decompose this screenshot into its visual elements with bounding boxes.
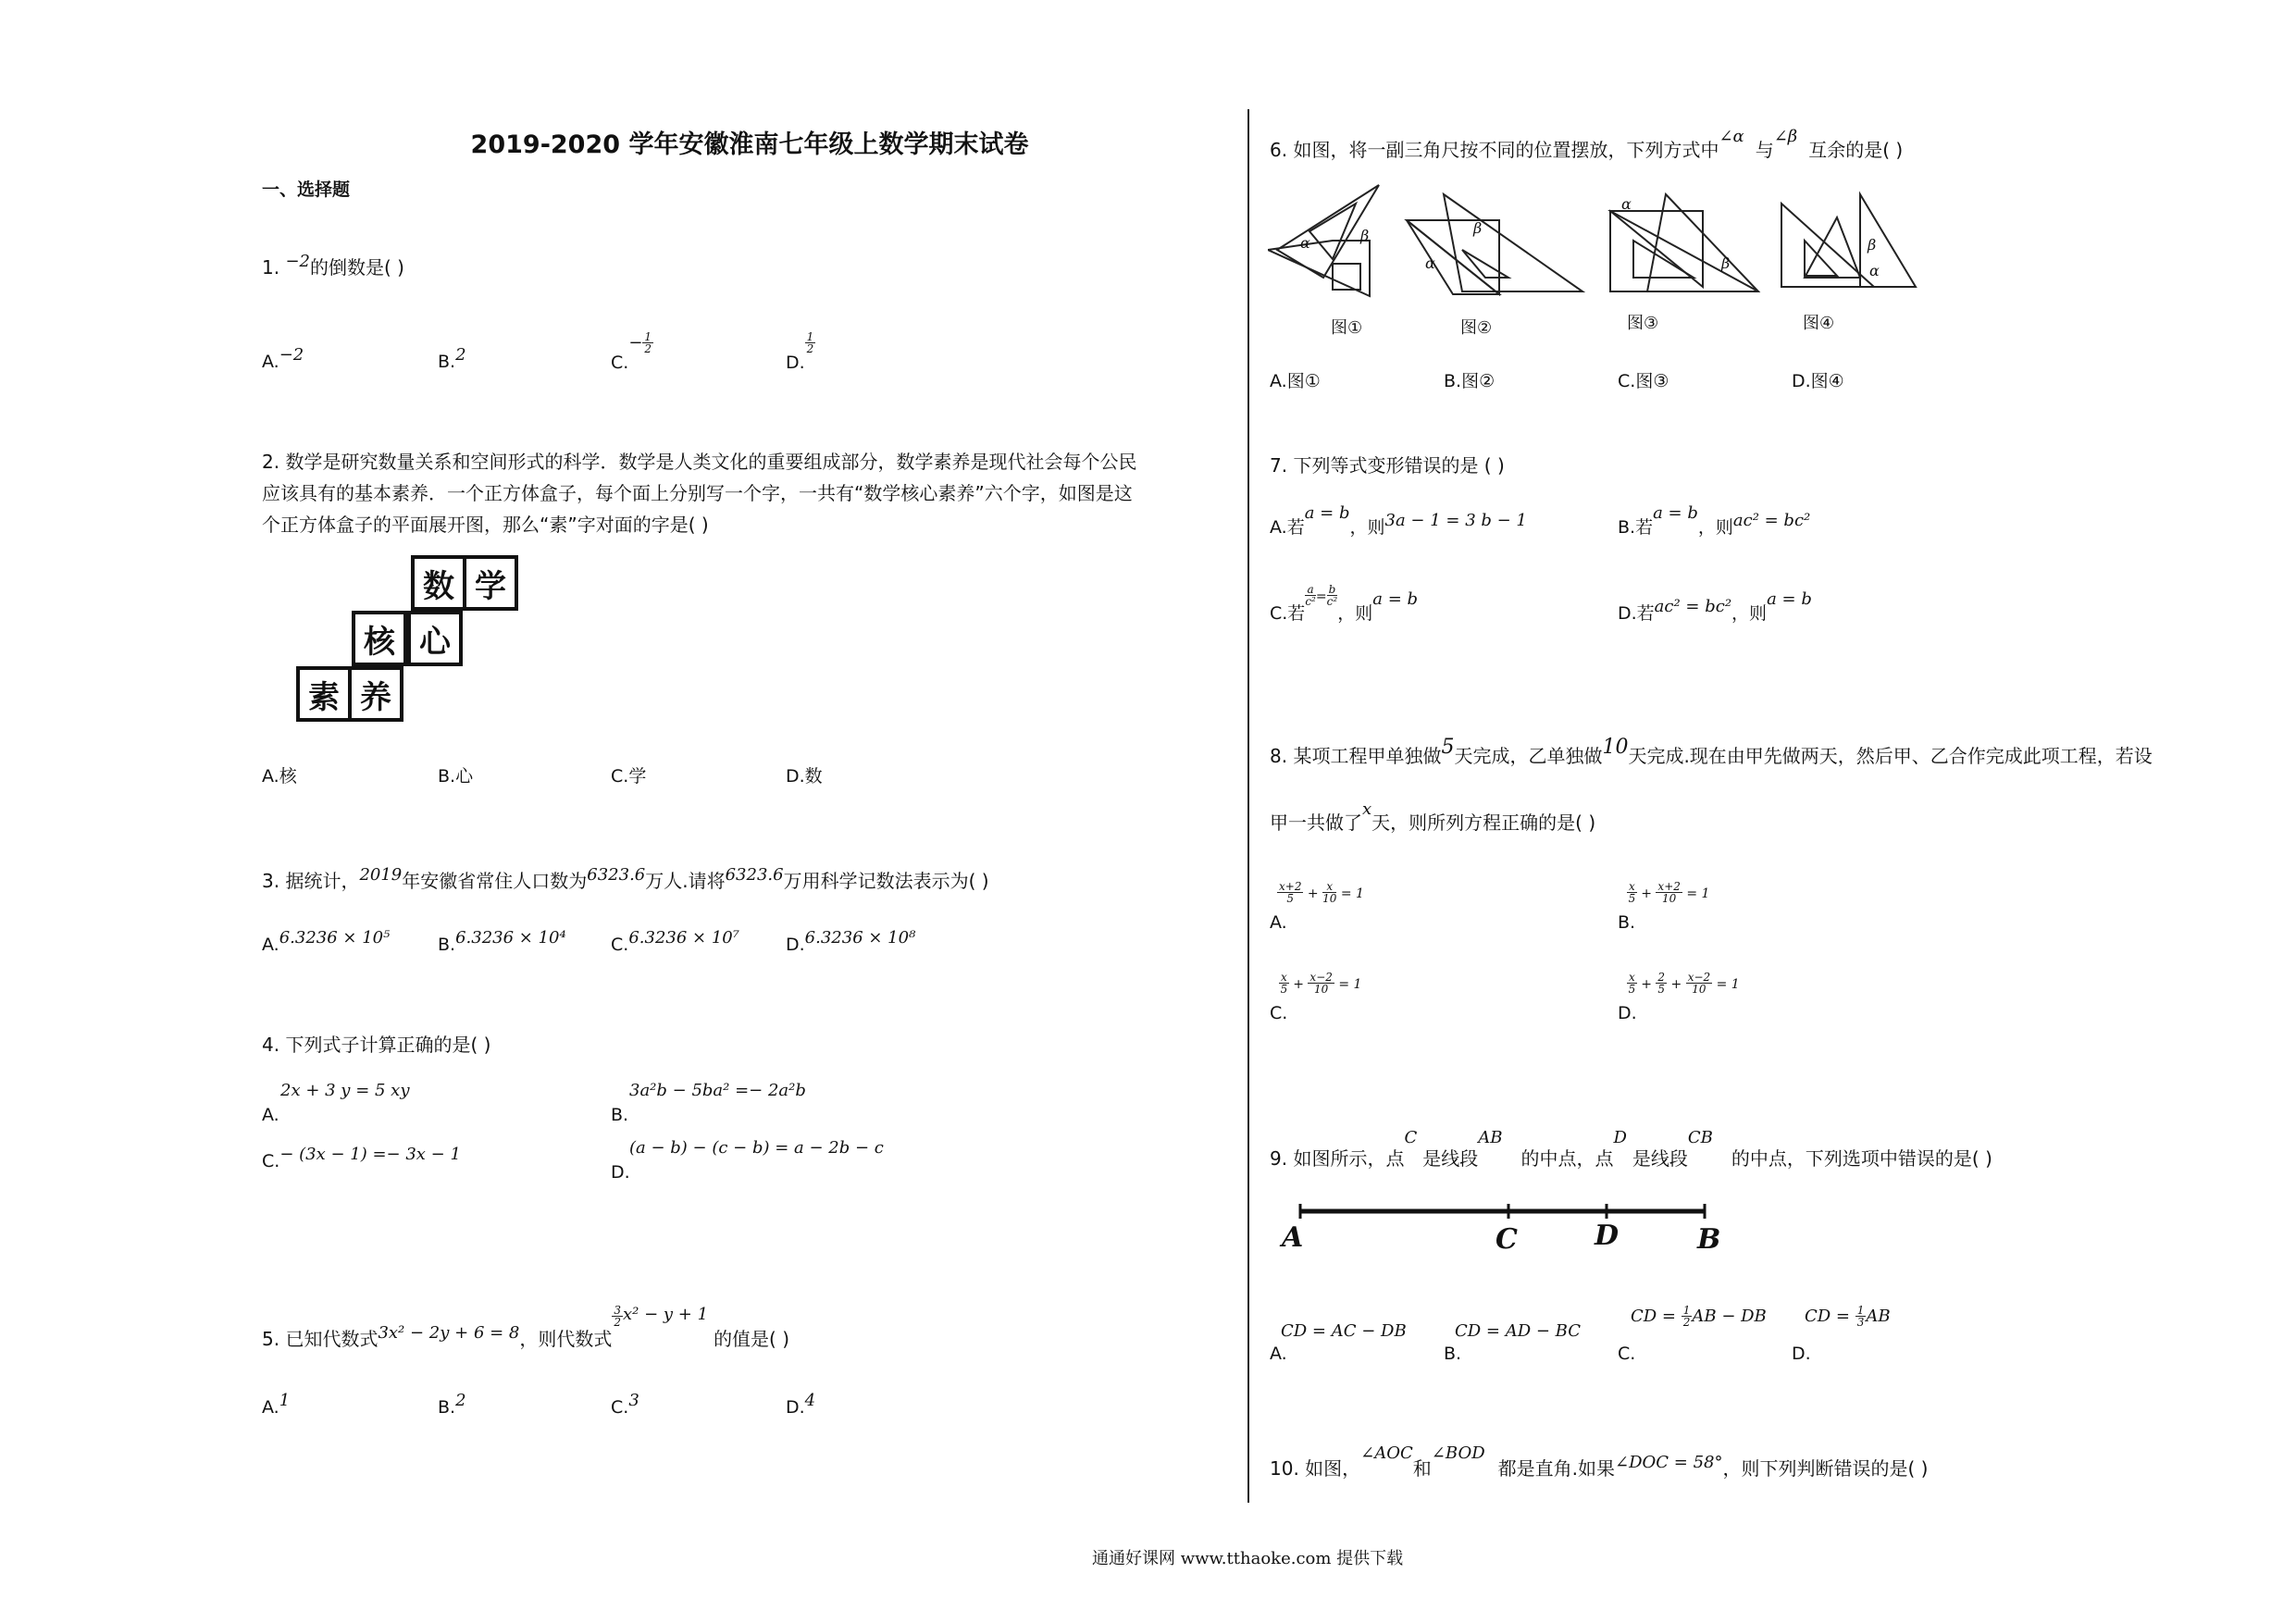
footer-credit: 通通好课网 www.tthaoke.com 提供下载 — [1092, 1549, 1404, 1568]
q1-option-a[interactable]: A.−2 — [262, 345, 304, 372]
segment-figure — [1277, 1198, 1731, 1254]
q7-option-a[interactable]: A.若a = b，则3a − 1 = 3 b − 1 — [1270, 503, 1527, 538]
svg-text:α: α — [1425, 254, 1435, 272]
q7-option-c[interactable]: C.若 $\frac{a}{\text{c²}}$ = $\frac{b}{\text{c²}}$ ，则a = b — [1270, 583, 1419, 624]
q2-option-a[interactable]: A.核 — [262, 766, 297, 787]
q2-option-c[interactable]: C.学 — [611, 766, 647, 787]
question-4: 4. 下列式子计算正确的是( ) — [262, 1034, 491, 1056]
q6-option-c[interactable]: C.图③ — [1618, 371, 1669, 391]
question-5: 5. 已知代数式3x² − 2y + 6 = 8，则代数式 $\frac{3}{2}$ x² − y + 1的值是( ) — [262, 1304, 790, 1350]
svg-text:α: α — [1300, 234, 1310, 252]
q5-option-b[interactable]: B.2 — [438, 1391, 466, 1418]
point-label: C — [1496, 1223, 1518, 1254]
net-cell: 学 — [463, 555, 518, 611]
point-label: D — [1595, 1220, 1620, 1252]
svg-text:β: β — [1868, 236, 1877, 254]
svg-text:β: β — [1721, 254, 1731, 272]
net-cell: 数 — [411, 555, 466, 611]
q6-option-a[interactable]: A.图① — [1270, 371, 1321, 391]
q1-option-b[interactable]: B.2 — [438, 345, 466, 372]
q1-option-d[interactable]: D. $\frac{1}{2}$ — [786, 330, 814, 373]
fig-label: 图① — [1331, 318, 1363, 338]
q8-option-b[interactable]: $\frac{x}{5}$ + $\frac{x+2}{10}$ = 1 B. — [1618, 880, 1710, 933]
question-10: 10. 如图，∠AOC和∠BOD都是直角.如果∠DOC = 58°，则下列判断错误的是( ) — [1270, 1443, 1929, 1480]
q6-option-b[interactable]: B.图② — [1444, 371, 1496, 391]
fig-label: 图④ — [1803, 314, 1835, 333]
q4-option-b[interactable]: 3a²b − 5ba² =− 2a²b B. — [611, 1081, 806, 1125]
q6-option-d[interactable]: D.图④ — [1792, 371, 1844, 391]
question-2: 2. 数学是研究数量关系和空间形式的科学．数学是人类文化的重要组成部分，数学素养是现代社会每个公民 应该具有的基本素养．一个正方体盒子，每个面上分别写一个字，一共有“数学核心素养”六个字，如图是这 个正方体盒子的平面展开图，那么“素”字对面的字是( ) — [262, 451, 1137, 536]
q8-option-d[interactable]: $\frac{x}{5}$ + $\frac{2}{5}$ + $\frac{x-2}{10}$ = 1 D. — [1618, 971, 1740, 1023]
q9-option-b[interactable]: CD = AD − BC B. — [1444, 1321, 1582, 1364]
question-8-line2: 甲一共做了x天，则所列方程正确的是( ) — [1270, 799, 1596, 834]
q4-option-d[interactable]: (a − b) − (c − b) = a − 2b − c D. — [611, 1138, 884, 1183]
q8-option-c[interactable]: $\frac{x}{5}$ + $\frac{x-2}{10}$ = 1 C. — [1270, 971, 1362, 1023]
fig-label: 图② — [1460, 318, 1493, 338]
q7-option-b[interactable]: B.若a = b，则ac² = bc² — [1618, 503, 1811, 538]
triangle-rulers-figures — [1268, 176, 1934, 352]
cube-net-figure — [292, 555, 533, 731]
net-cell: 核 — [352, 611, 407, 666]
q2-option-b[interactable]: B.心 — [438, 766, 474, 787]
net-cell: 养 — [348, 666, 403, 722]
q5-option-d[interactable]: D.4 — [786, 1391, 816, 1418]
page-title: 2019-2020 学年安徽淮南七年级上数学期末试卷 — [470, 130, 1029, 159]
net-cell: 心 — [407, 611, 463, 666]
question-7: 7. 下列等式变形错误的是 ( ) — [1270, 454, 1505, 477]
q3-option-d[interactable]: D.6.3236 × 10⁸ — [786, 928, 916, 955]
svg-text:α: α — [1621, 195, 1632, 213]
svg-text:α: α — [1869, 262, 1880, 279]
q9-option-c[interactable]: CD = $\frac{1}{2}$ AB − DB C. — [1618, 1304, 1767, 1364]
q3-option-b[interactable]: B.6.3236 × 10⁴ — [438, 928, 566, 955]
question-6: 6. 如图，将一副三角尺按不同的位置摆放，下列方式中∠α与∠β互余的是( ) — [1270, 127, 1904, 161]
q8-option-a[interactable]: $\frac{x+2}{5}$ + $\frac{x}{10}$ = 1 A. — [1270, 880, 1364, 933]
fig-label: 图③ — [1627, 314, 1659, 333]
section-heading: 一、选择题 — [262, 180, 351, 200]
net-cell: 素 — [296, 666, 352, 722]
q3-option-a[interactable]: A.6.3236 × 10⁵ — [262, 928, 391, 955]
question-3: 3. 据统计，2019年安徽省常住人口数为6323.6万人.请将6323.6万用科学记数法表示为( ) — [262, 865, 989, 892]
q5-option-c[interactable]: C.3 — [611, 1391, 639, 1418]
question-1: 1. −2的倒数是( ) — [262, 252, 404, 279]
q7-option-d[interactable]: D.若ac² = bc²，则a = b — [1618, 589, 1812, 624]
svg-text:β: β — [1473, 219, 1483, 237]
q9-option-d[interactable]: CD = $\frac{1}{3}$ AB D. — [1792, 1304, 1891, 1364]
q3-option-c[interactable]: C.6.3236 × 10⁷ — [611, 928, 739, 955]
q4-option-c[interactable]: C.− (3x − 1) =− 3x − 1 — [262, 1145, 461, 1171]
q1-option-c[interactable]: C.− $\frac{1}{2}$ — [611, 330, 652, 373]
column-divider — [1247, 109, 1249, 1503]
point-label: B — [1697, 1223, 1721, 1254]
svg-text:β: β — [1360, 227, 1370, 244]
point-label: A — [1282, 1221, 1304, 1254]
q9-option-a[interactable]: CD = AC − DB A. — [1270, 1321, 1407, 1364]
question-9: 9. 如图所示，点C是线段AB的中点，点D是线段CB的中点，下列选项中错误的是( ) — [1270, 1128, 1992, 1170]
question-8: 8. 某项工程甲单独做5天完成，乙单独做10天完成.现在由甲先做两天，然后甲、乙合作完成此项工程，若设 — [1270, 736, 2153, 767]
q5-option-a[interactable]: A.1 — [262, 1391, 291, 1418]
q2-option-d[interactable]: D.数 — [786, 766, 823, 787]
q4-option-a[interactable]: 2x + 3 y = 5 xy A. — [262, 1081, 410, 1125]
